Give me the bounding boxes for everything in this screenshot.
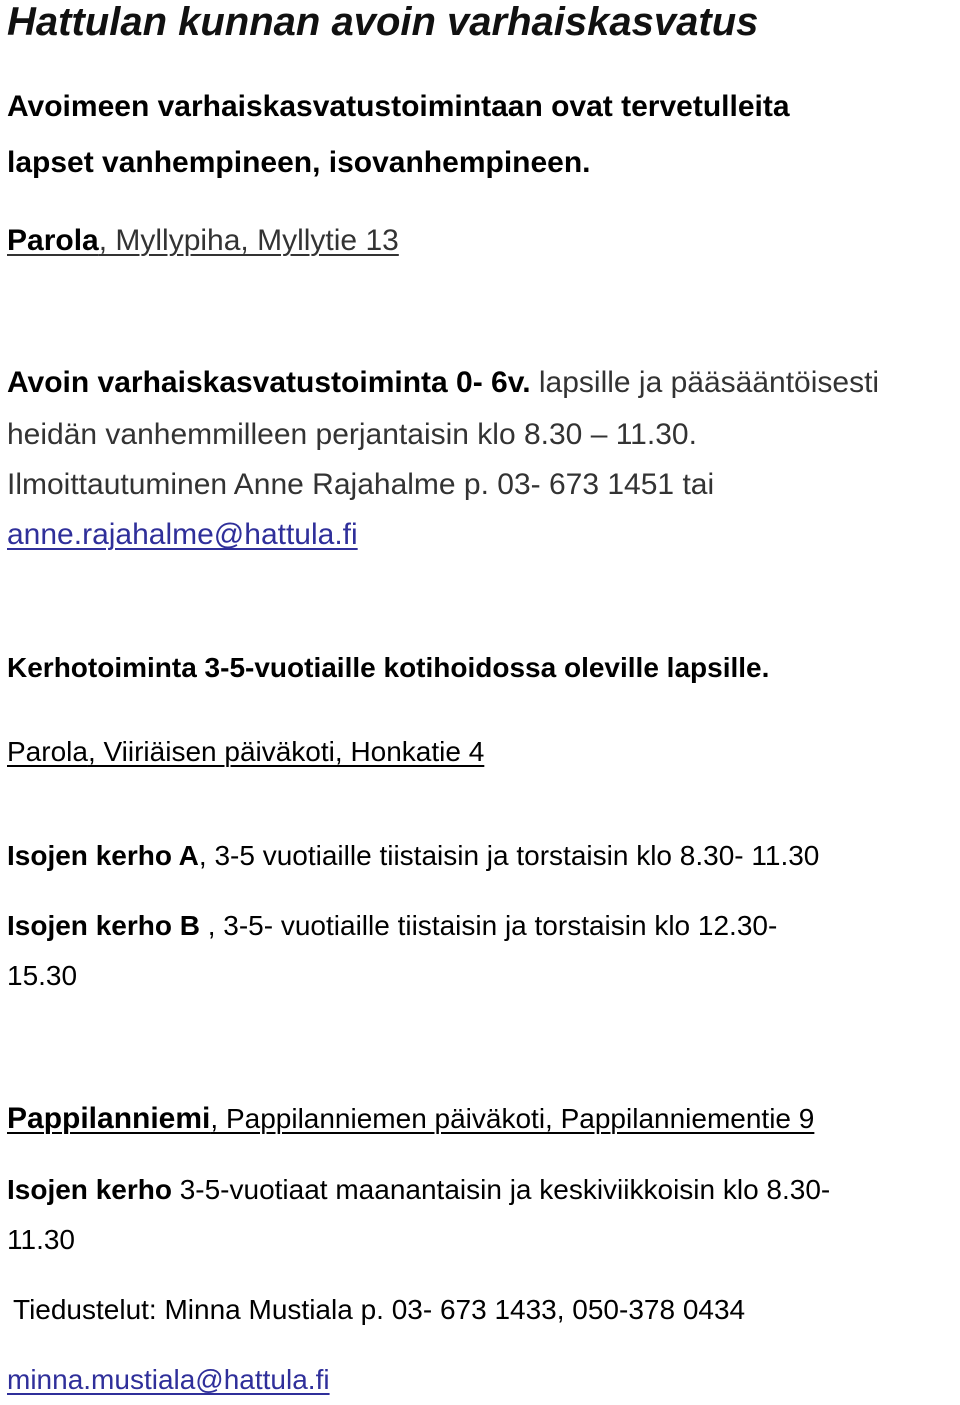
pappila-group-name: Isojen kerho: [7, 1174, 172, 1205]
contact-info: Tiedustelut: Minna Mustiala p. 03- 673 1433, 050-378 0434: [13, 1294, 746, 1325]
group-a-name: Isojen kerho A: [7, 840, 199, 871]
email-link-anne[interactable]: anne.rajahalme@hattula.fi: [7, 518, 358, 551]
page-title: Hattulan kunnan avoin varhaiskasvatus: [7, 0, 759, 44]
email-link-minna[interactable]: minna.mustiala@hattula.fi: [7, 1364, 330, 1395]
location-parola-viiriainen: [7, 738, 484, 766]
open-activity-heading: Avoin varhaiskasvatustoiminta 0- 6v.: [7, 366, 531, 399]
place-name-text: Parola: [7, 736, 88, 767]
group-b-line: [7, 912, 777, 940]
open-activity-line-2: heidän vanhemmilleen perjantaisin klo 8.30 – 11.30.: [7, 418, 697, 451]
pappila-group-line-2: 11.30: [7, 1224, 75, 1255]
place-address: , Myllypiha, Myllytie 13: [98, 224, 399, 257]
club-heading: Kerhotoiminta 3-5-vuotiaille kotihoidossa oleville lapsille.: [7, 652, 770, 683]
group-b-name: Isojen kerho B: [7, 910, 200, 941]
pappila-group-schedule: 3-5-vuotiaat maanantaisin ja keskiviikkoisin klo 8.30-: [171, 1174, 831, 1205]
place-address: , Viiriäisen päiväkoti, Honkatie 4: [87, 736, 485, 767]
intro-line-2: lapset vanhempineen, isovanhempineen.: [7, 146, 591, 179]
place-address: , Pappilanniemen päiväkoti, Pappilanniementie 9: [210, 1103, 815, 1134]
open-activity-line-3: Ilmoittautuminen Anne Rajahalme p. 03- 673 1451 tai: [7, 468, 715, 501]
group-a-schedule: , 3-5 vuotiaille tiistaisin ja torstaisin klo 8.30- 11.30: [198, 840, 820, 871]
place-name-text: Parola: [7, 224, 99, 257]
location-pappilanniemi: [7, 1104, 814, 1134]
place-pappilanniemi: [7, 1103, 814, 1134]
place-parola-viiriainen: [7, 736, 484, 767]
contact-email-line: [7, 1366, 330, 1394]
group-b-schedule: , 3-5- vuotiaille tiistaisin ja torstaisin klo 12.30-: [199, 910, 778, 941]
intro-line-1: Avoimeen varhaiskasvatustoimintaan ovat tervetulleita: [7, 90, 790, 123]
open-activity-line-1: [7, 368, 879, 398]
pappila-group-line: [7, 1176, 830, 1204]
group-a-line: [7, 842, 819, 870]
group-b-line-2: 15.30: [7, 960, 78, 991]
place-name-text: Pappilanniemi: [7, 1102, 211, 1135]
place-name-parola: [7, 224, 399, 257]
open-activity-desc: lapsille ja pääsääntöisesti: [530, 366, 880, 399]
location-parola-myllypiha: [7, 226, 399, 256]
open-activity-email-line: [7, 520, 358, 550]
